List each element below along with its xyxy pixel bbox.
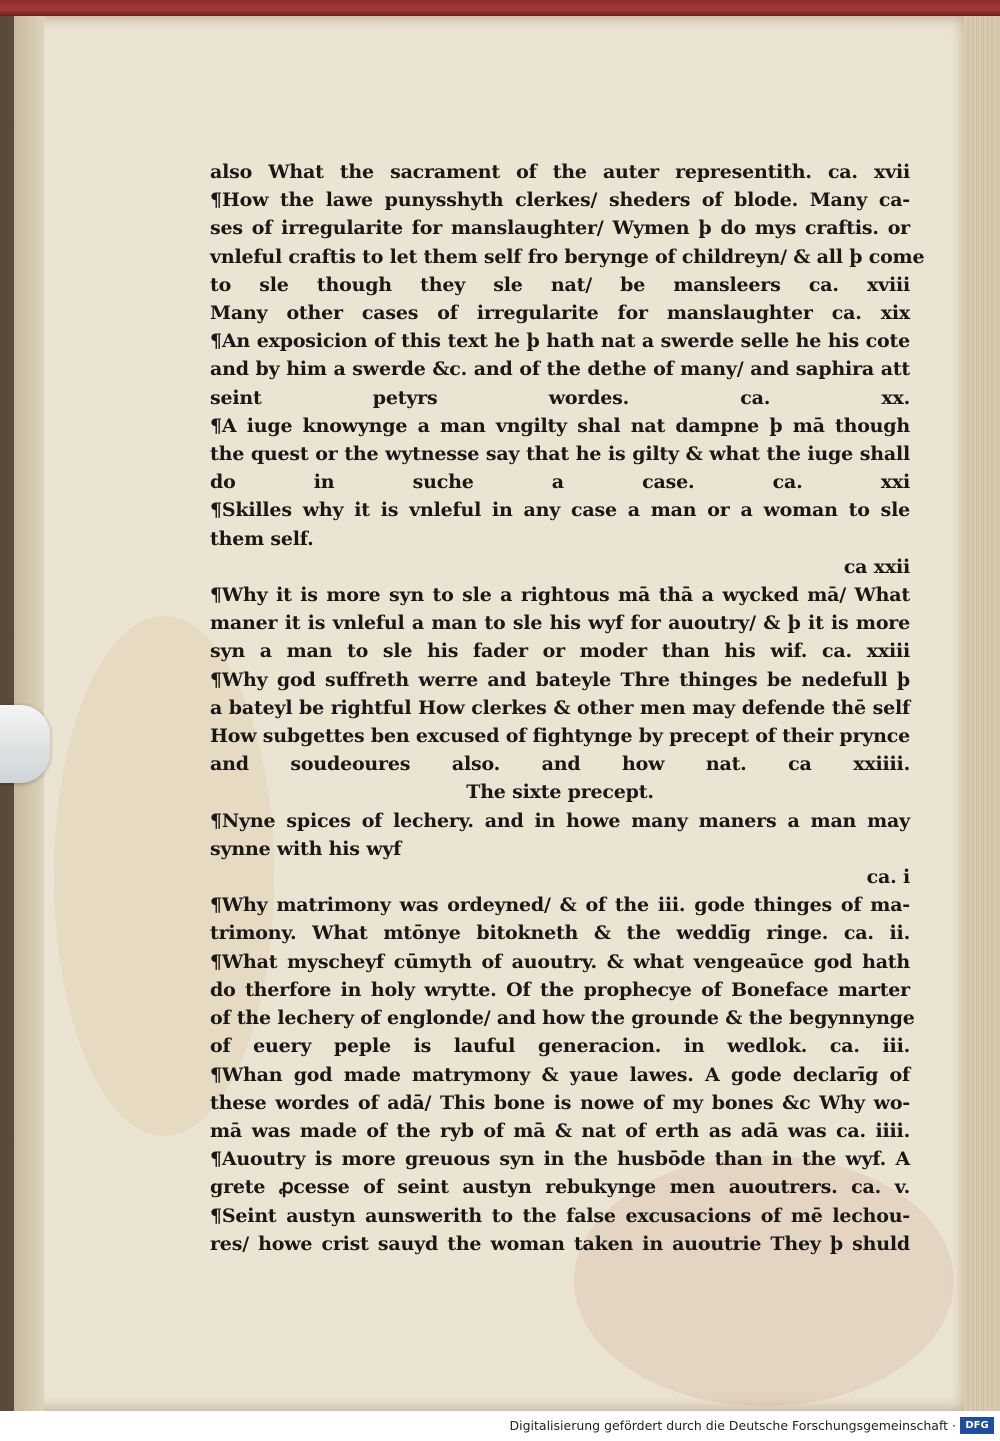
text-line: How subgettes ben excused of fightynge by precept of their prynce [210, 725, 911, 748]
text-line: seint petyrs wordes. ca. xx. [210, 386, 910, 409]
text-line: ses of irregularite for manslaughter/ Wymen þ do mys craftis. or [210, 217, 910, 240]
text-line: also What the sacrament of the auter representith. ca. xvii [210, 161, 910, 183]
text-line: ¶A iuge knowynge a man vngilty shal nat dampne þ mā though [210, 414, 910, 437]
text-line: the quest or the wytnesse say that he is gilty & what the iuge shall [210, 443, 910, 466]
text-line: them self. [210, 527, 314, 550]
text-line: ¶Whan god made matrymony & yaue lawes. A gode declarīg of [210, 1063, 910, 1086]
text-line: and soudeoures also. and how nat. ca xxiiii. [210, 753, 910, 776]
text-line: ¶Auoutry is more greuous syn in the husbōde than in the wyf. A [210, 1148, 910, 1171]
text-line: ¶Seint austyn aunswerith to the false excusacions of mē lechou- [210, 1204, 910, 1227]
footer-bar [0, 1411, 1000, 1441]
text-line: mā was made of the ryb of mā & nat of erth as adā was ca. iiii. [210, 1119, 910, 1142]
text-line: trimony. What mtōnye bitokneth & the weddīg ringe. ca. ii. [210, 922, 910, 945]
text-line: maner it is vnleful a man to sle his wyf for auoutry/ & þ it is more [210, 612, 910, 635]
text-line: these wordes of adā/ This bone is nowe of my bones &c Why wo- [210, 1091, 910, 1114]
text-line: synne with his wyf [210, 837, 402, 860]
text-line: to sle though they sle nat/ be mansleers ca. xviii [210, 273, 910, 296]
text-line: ¶Skilles why it is vnleful in any case a man or a woman to sle [210, 499, 910, 522]
text-line: and by him a swerde &c. and of the dethe of many/ and saphira att [210, 358, 910, 381]
page-stack-edge [962, 16, 1000, 1411]
text-line: Many other cases of irregularite for manslaughter ca. xix [210, 302, 910, 325]
text-line: ¶How the lawe punysshyth clerkes/ sheders of blode. Many ca- [210, 189, 910, 212]
text-line: a bateyl be rightful How clerkes & other men may defende thē self [210, 696, 910, 719]
text-line: ¶Why god suffreth werre and bateyle Thre thinges be nedefull þ [210, 668, 910, 691]
text-line: grete ꝓcesse of seint austyn rebukynge men auoutrers. ca. v. [210, 1176, 910, 1199]
book-binding-edge [0, 0, 1000, 16]
text-line: ca xxii [843, 555, 910, 578]
dfg-logo: DFG [960, 1417, 994, 1434]
text-line: of the lechery of englonde/ and how the grounde & the begynnynge [210, 1007, 915, 1030]
text-line: ¶Why matrimony was ordeyned/ & of the iii. gode thinges of ma- [210, 894, 910, 917]
text-line: ¶Nyne spices of lechery. and in howe many maners a man may [210, 809, 910, 832]
text-line: ca. i [866, 866, 910, 889]
text-line: vnleful craftis to let them self fro berynge of childreyn/ & all þ come [210, 245, 925, 268]
text-line: ¶An exposicion of this text he þ hath nat a swerde selle he his cote [210, 330, 910, 353]
text-line: of euery peple is lauful generacion. in wedlok. ca. iii. [210, 1035, 910, 1058]
page-clip [0, 705, 50, 783]
text-line: ¶What myscheyf cūmyth of auoutry. & what vengeaūce god hath [210, 950, 910, 973]
funding-notice: Digitalisierung gefördert durch die Deutsche Forschungsgemeinschaft · [509, 1418, 956, 1433]
text-line: ¶Why it is more syn to sle a rightous mā thā a wycked mā/ What [210, 584, 910, 607]
text-line: do in suche a case. ca. xxi [210, 471, 910, 494]
page-text-block [210, 158, 925, 1258]
text-line: do therfore in holy wrytte. Of the prophecye of Boneface marter [210, 978, 910, 1001]
text-line: syn a man to sle his fader or moder than his wif. ca. xxiii [210, 640, 910, 663]
text-line: res/ howe crist sauyd the woman taken in auoutrie They þ shuld [210, 1232, 910, 1255]
section-heading: The sixte precept. [466, 781, 654, 804]
